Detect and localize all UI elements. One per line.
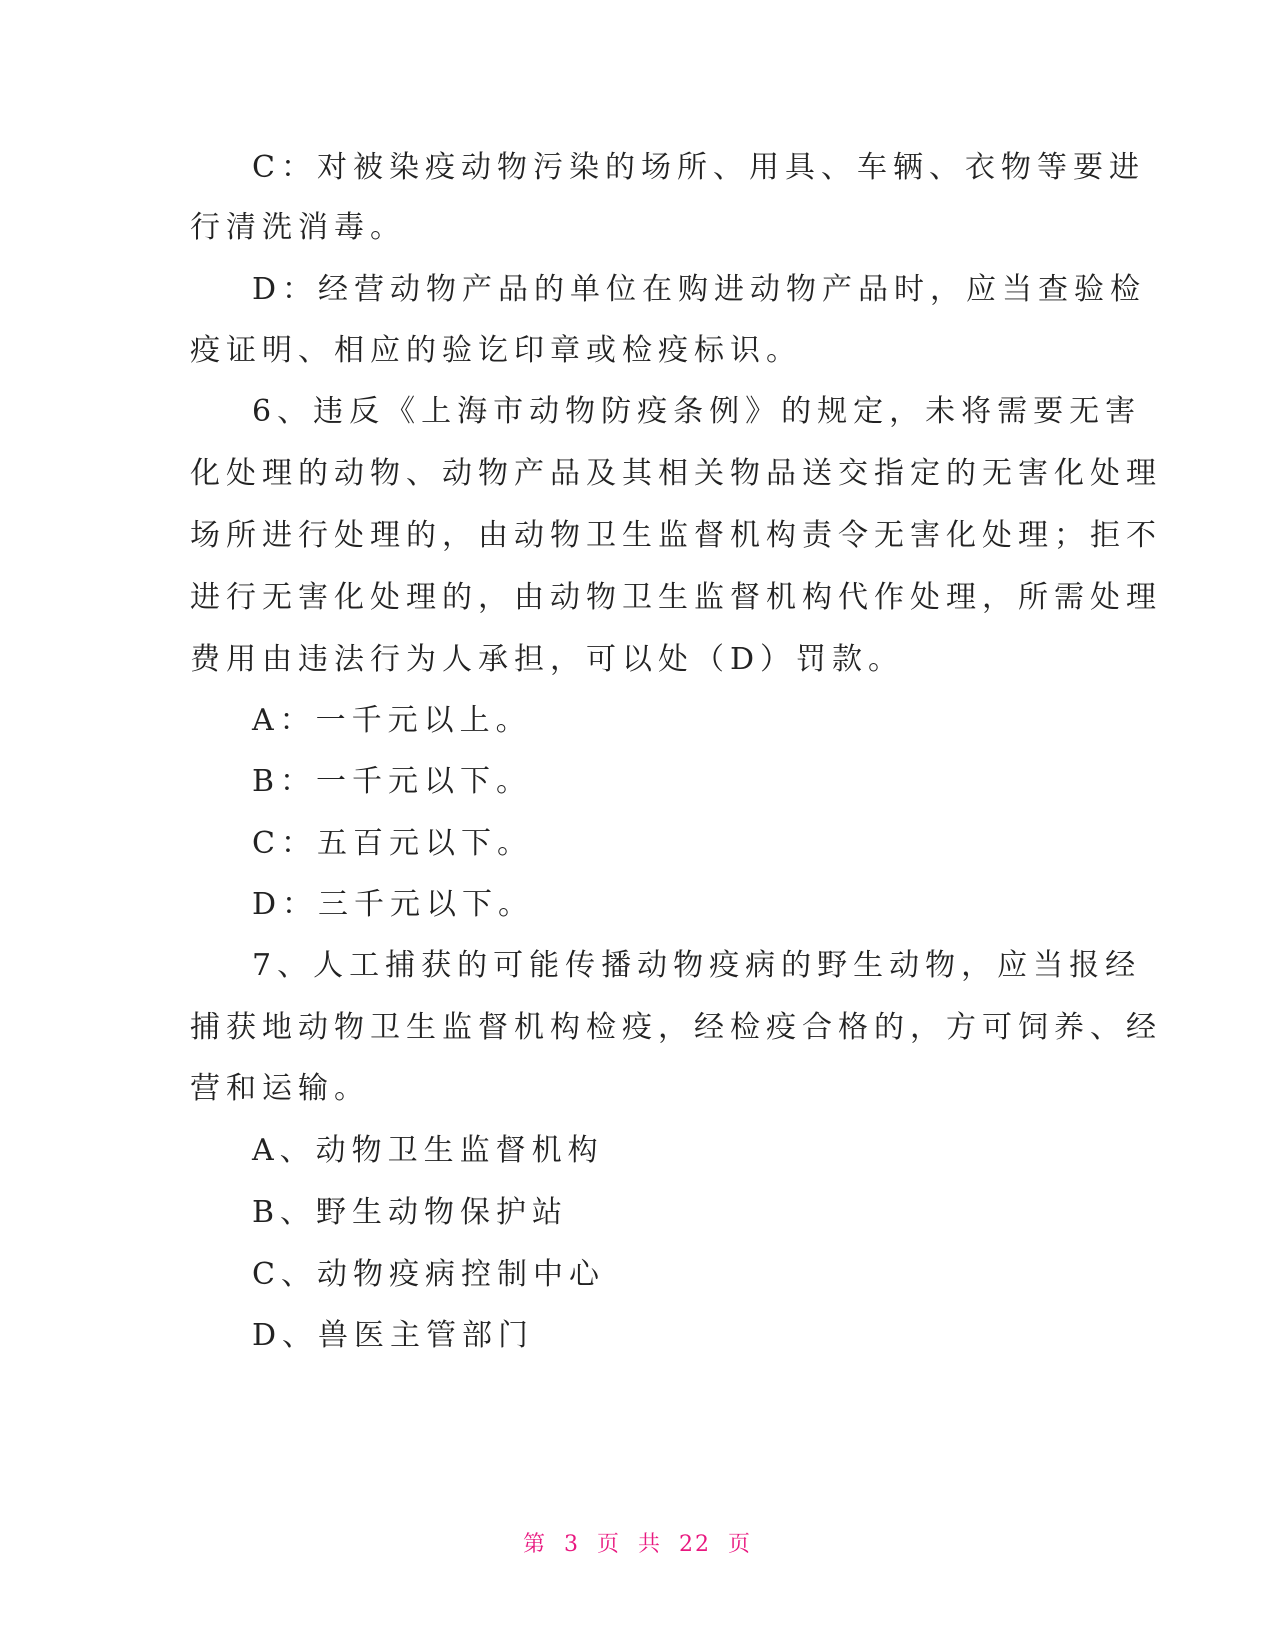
question-6-line-4: 进行无害化处理的，由动物卫生监督机构代作处理，所需处理 [190,580,1162,615]
question-6-option-c: C：五百元以下。 [252,826,533,861]
question-7-line-2: 捕获地动物卫生监督机构检疫，经检疫合格的，方可饲养、经 [190,1010,1162,1045]
question-6-option-b: B：一千元以下。 [252,764,533,799]
option-d-line-1: D：经营动物产品的单位在购进动物产品时，应当查验检 [252,272,1147,307]
question-7-option-c: C、动物疫病控制中心 [252,1257,605,1292]
question-6-option-a: A：一千元以上。 [252,703,532,738]
option-d-line-2: 疫证明、相应的验讫印章或检疫标识。 [190,333,802,368]
question-6-line-2: 化处理的动物、动物产品及其相关物品送交指定的无害化处理 [190,456,1162,491]
question-7-option-b: B、野生动物保护站 [252,1195,569,1230]
question-6-line-3: 场所进行处理的，由动物卫生监督机构责令无害化处理；拒不 [190,518,1162,553]
question-7-option-d: D、兽医主管部门 [252,1318,535,1353]
option-c-line-2: 行清洗消毒。 [190,210,406,245]
page-number-footer: 第 3 页 共 22 页 [523,1532,752,1557]
option-c-line-1: C：对被染疫动物污染的场所、用具、车辆、衣物等要进 [252,150,1145,185]
question-7-option-a: A、动物卫生监督机构 [252,1133,604,1168]
question-6-option-d: D：三千元以下。 [252,887,535,922]
question-7-line-3: 营和运输。 [190,1071,370,1106]
question-7-line-1: 7、人工捕获的可能传播动物疫病的野生动物，应当报经 [252,948,1142,983]
question-6-line-1: 6、违反《上海市动物防疫条例》的规定，未将需要无害 [252,394,1142,429]
question-6-line-5: 费用由违法行为人承担，可以处（D）罚款。 [190,642,905,677]
